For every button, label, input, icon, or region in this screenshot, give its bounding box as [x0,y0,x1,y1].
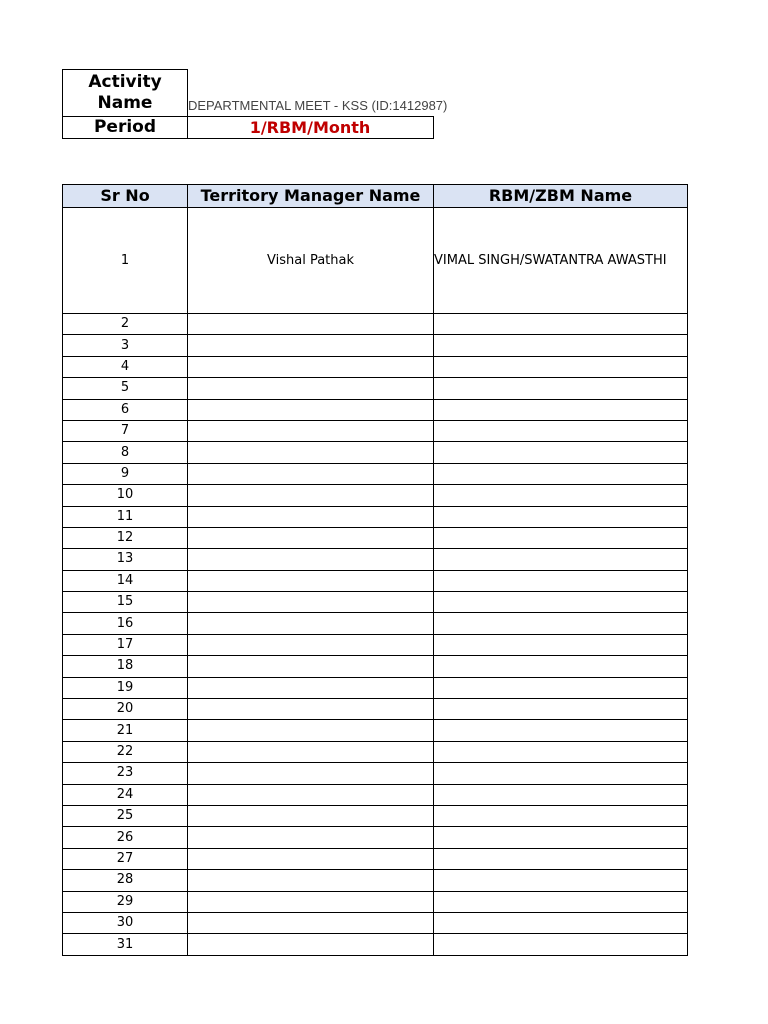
sr-no-cell[interactable]: 5 [63,378,188,399]
rbm-zbm-name-cell[interactable] [434,634,688,655]
table-header-row [63,185,688,208]
sr-no-cell[interactable]: 31 [63,934,188,955]
territory-manager-name-cell[interactable] [188,634,434,655]
territory-manager-name-cell[interactable] [188,720,434,741]
activity-name-value[interactable]: DEPARTMENTAL MEET - KSS (ID:1412987) [188,98,448,113]
table-row [63,378,688,399]
table-row [63,208,688,314]
table-row [63,356,688,377]
territory-manager-name-cell[interactable] [188,314,434,335]
rbm-zbm-name-cell[interactable] [434,527,688,548]
sr-no-cell[interactable]: 12 [63,527,188,548]
sr-no-cell[interactable]: 23 [63,763,188,784]
rbm-zbm-name-cell[interactable] [434,335,688,356]
rbm-zbm-name-cell[interactable]: VIMAL SINGH/SWATANTRA AWASTHI [434,208,688,314]
sr-no-cell[interactable]: 27 [63,848,188,869]
territory-manager-name-cell[interactable] [188,677,434,698]
sr-no-cell[interactable]: 26 [63,827,188,848]
table-row [63,827,688,848]
rbm-zbm-name-cell[interactable] [434,506,688,527]
table-row [63,485,688,506]
territory-manager-name-cell[interactable] [188,848,434,869]
territory-manager-name-cell[interactable] [188,420,434,441]
table-row [63,335,688,356]
rbm-zbm-name-cell[interactable] [434,891,688,912]
sr-no-cell[interactable]: 30 [63,912,188,933]
rbm-zbm-name-cell[interactable] [434,720,688,741]
sr-no-cell[interactable]: 22 [63,741,188,762]
territory-manager-name-cell[interactable] [188,442,434,463]
table-row [63,699,688,720]
period-label: Period [62,116,188,139]
table-row [63,763,688,784]
rbm-zbm-name-cell[interactable] [434,378,688,399]
sr-no-cell[interactable]: 4 [63,356,188,377]
territory-manager-name-cell[interactable] [188,592,434,613]
table-row [63,314,688,335]
rbm-zbm-name-cell[interactable] [434,356,688,377]
rbm-zbm-name-cell[interactable] [434,677,688,698]
sr-no-cell[interactable]: 8 [63,442,188,463]
rbm-zbm-name-cell[interactable] [434,549,688,570]
territory-manager-name-cell[interactable] [188,335,434,356]
sr-no-cell[interactable]: 6 [63,399,188,420]
table-row [63,399,688,420]
territory-manager-name-cell[interactable] [188,527,434,548]
territory-manager-name-cell[interactable] [188,356,434,377]
rbm-zbm-name-cell[interactable] [434,592,688,613]
rbm-zbm-name-cell[interactable] [434,314,688,335]
rbm-zbm-name-cell[interactable] [434,784,688,805]
territory-manager-name-cell[interactable] [188,912,434,933]
sr-no-cell[interactable]: 7 [63,420,188,441]
table-row [63,570,688,591]
territory-manager-name-cell[interactable] [188,549,434,570]
territory-manager-name-cell[interactable] [188,741,434,762]
sr-no-cell[interactable]: 20 [63,699,188,720]
rbm-zbm-name-cell[interactable] [434,934,688,955]
table-row [63,677,688,698]
column-header-rbm-zbm-name[interactable]: RBM/ZBM Name [434,185,688,208]
sr-no-cell[interactable]: 14 [63,570,188,591]
table-row [63,741,688,762]
territory-manager-name-cell[interactable] [188,870,434,891]
sr-no-cell[interactable]: 25 [63,805,188,826]
table-row [63,420,688,441]
sr-no-cell[interactable]: 29 [63,891,188,912]
table-row [63,784,688,805]
sr-no-cell[interactable]: 19 [63,677,188,698]
rbm-zbm-name-cell[interactable] [434,741,688,762]
territory-manager-name-cell[interactable] [188,784,434,805]
territory-manager-name-cell[interactable] [188,763,434,784]
column-header-territory-manager-name[interactable]: Territory Manager Name [188,185,434,208]
rbm-zbm-name-cell[interactable] [434,870,688,891]
rbm-zbm-name-cell[interactable] [434,805,688,826]
sr-no-cell[interactable]: 10 [63,485,188,506]
rbm-zbm-name-cell[interactable] [434,570,688,591]
table-row [63,720,688,741]
activity-name-label: Activity Name [62,69,188,117]
period-value[interactable]: 1/RBM/Month [187,116,434,139]
table-body [63,208,688,956]
territory-manager-name-cell[interactable] [188,934,434,955]
table-row [63,613,688,634]
rbm-zbm-name-cell[interactable] [434,827,688,848]
rbm-zbm-name-cell[interactable] [434,912,688,933]
territory-manager-name-cell[interactable] [188,399,434,420]
territory-manager-name-cell[interactable] [188,378,434,399]
territory-manager-name-cell[interactable] [188,656,434,677]
sr-no-cell[interactable]: 17 [63,634,188,655]
rbm-zbm-name-cell[interactable] [434,848,688,869]
territory-manager-name-cell[interactable] [188,570,434,591]
table-row [63,592,688,613]
table-row [63,463,688,484]
rbm-zbm-name-cell[interactable] [434,442,688,463]
table-row [63,870,688,891]
territory-manager-name-cell[interactable] [188,485,434,506]
territory-manager-name-cell[interactable] [188,506,434,527]
table-row [63,442,688,463]
table-row [63,634,688,655]
sr-no-cell[interactable]: 13 [63,549,188,570]
rbm-zbm-name-cell[interactable] [434,399,688,420]
sr-no-cell[interactable]: 1 [63,208,188,314]
rbm-zbm-name-cell[interactable] [434,485,688,506]
rbm-zbm-name-cell[interactable] [434,763,688,784]
sr-no-cell[interactable]: 2 [63,314,188,335]
table-row [63,549,688,570]
rbm-zbm-name-cell[interactable] [434,463,688,484]
sr-no-cell[interactable]: 9 [63,463,188,484]
territory-manager-table [62,184,688,956]
table-row [63,848,688,869]
sr-no-cell[interactable]: 21 [63,720,188,741]
sr-no-cell[interactable]: 15 [63,592,188,613]
sr-no-cell[interactable]: 16 [63,613,188,634]
sr-no-cell[interactable]: 24 [63,784,188,805]
territory-manager-name-cell[interactable] [188,613,434,634]
table-row [63,934,688,955]
territory-manager-name-cell[interactable] [188,463,434,484]
table-row [63,805,688,826]
column-header-sr-no[interactable]: Sr No [63,185,188,208]
rbm-zbm-name-cell[interactable] [434,699,688,720]
sr-no-cell[interactable]: 18 [63,656,188,677]
territory-manager-name-cell[interactable] [188,891,434,912]
rbm-zbm-name-cell[interactable] [434,420,688,441]
sr-no-cell[interactable]: 11 [63,506,188,527]
territory-manager-name-cell[interactable]: Vishal Pathak [188,208,434,314]
table-row [63,656,688,677]
territory-manager-name-cell[interactable] [188,699,434,720]
table-row [63,912,688,933]
territory-manager-name-cell[interactable] [188,827,434,848]
sr-no-cell[interactable]: 28 [63,870,188,891]
table-row [63,506,688,527]
table-row [63,891,688,912]
sr-no-cell[interactable]: 3 [63,335,188,356]
rbm-zbm-name-cell[interactable] [434,656,688,677]
rbm-zbm-name-cell[interactable] [434,613,688,634]
table-row [63,527,688,548]
territory-manager-name-cell[interactable] [188,805,434,826]
